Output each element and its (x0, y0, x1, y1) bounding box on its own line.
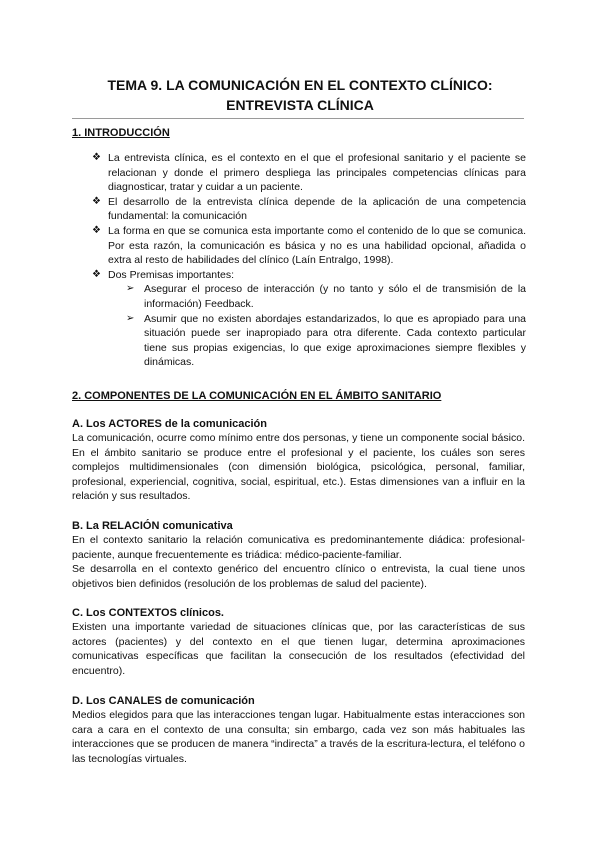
subsection-d-text: Medios elegidos para que las interacciones tengan lugar. Habitualmente estas interacciones son cara a cara en el contexto de una consulta; sin embargo, cada vez son más habituales las interacciones que se producen de manera “indirecta” a través de la escritura-lectura, el teléfono o las tecnologías virtuales. (72, 709, 525, 765)
subsection-c-heading: C. Los CONTEXTOS clínicos. (72, 607, 224, 619)
subsection-b-heading: B. La RELACIÓN comunicativa (72, 520, 233, 532)
diamond-bullet-icon: ❖ (92, 195, 101, 207)
diamond-bullet-icon: ❖ (92, 268, 101, 280)
diamond-bullet-icon: ❖ (92, 224, 101, 236)
title-line-1: TEMA 9. LA COMUNICACIÓN EN EL CONTEXTO CLÍNICO: (107, 77, 493, 93)
intro-bullet: ❖ El desarrollo de la entrevista clínica depende de la aplicación de una competencia fundamental: la comunicación (92, 195, 526, 223)
subsection-c-text: Existen una importante variedad de situaciones clínicas que, por las características de sus actores (pacientes) y del contexto en el que tienen lugar, determina aproximaciones comunicativas específicas que facilitan la consecución de los resultados (efectividad del encuentro). (72, 621, 525, 677)
diamond-bullet-icon: ❖ (92, 152, 101, 163)
subsection-b-text-1: En el contexto sanitario la relación comunicativa es predominantemente diádica: profesional-paciente, aunque frecuentemente es triádica: médico-paciente-familiar. (72, 534, 525, 561)
title-line-2: ENTREVISTA CLÍNICA (226, 97, 374, 113)
premise-item: ➢ Asegurar el proceso de interacción (y no tanto y sólo el de transmisión de la información) Feedback. (126, 283, 526, 310)
arrow-bullet-icon: ➢ (126, 283, 135, 295)
subsection-b-text-2: Se desarrolla en el contexto genérico del encuentro clínico o entrevista, la cual tiene unos objetivos bien definidos (resolución de los problemas de salud del paciente). (72, 563, 525, 590)
section-2-heading: 2. COMPONENTES DE LA COMUNICACIÓN EN EL ÁMBITO SANITARIO (72, 390, 442, 402)
document-title (72, 75, 528, 115)
premises-sublist (108, 282, 526, 370)
title-divider (72, 118, 524, 119)
arrow-bullet-icon: ➢ (126, 312, 135, 324)
section-1-heading: 1. INTRODUCCIÓN (72, 127, 170, 139)
premise-item: ➢ Asumir que no existen abordajes estandarizados, lo que es apropiado para una situación puede ser inapropiado para otra diferente. Cada contexto particular tiene sus propias exigencias, lo que exige aproximaciones siempre flexibles y dinámicas. (126, 312, 526, 369)
subsection-a-text: La comunicación, ocurre como mínimo entre dos personas, y tiene un componente social básico. En el ámbito sanitario se produce entre el profesional y el paciente, los cuáles son seres complejos multidimensionales (con dimensión biológica, psicológica, personal, familiar, profesional, experiencial, cognitiva, social, espiritual, etc.). Estas dimensiones van a influir en la relación y sus resultados. (72, 432, 525, 503)
subsection-a-heading: A. Los ACTORES de la comunicación (72, 418, 267, 430)
intro-bullet: ❖ Dos Premisas importantes: ➢ Asegurar el proceso de interacción (y no tanto y sólo el de transmisión de la información) Feedback. ➢ Asumir que no existen abordajes estandarizados, lo que es apropiado para una situación puede ser inapropiado para otra diferente. Cada contexto particular tiene sus propias exigencias, lo que exige aproximaciones siempre flexibles y dinámicas. (92, 268, 526, 369)
intro-bullet: ❖ La forma en que se comunica esta importante como el contenido de lo que se comunica. Por esta razón, la comunicación es básica y no es una habilidad opcional, añadida o extra al resto de habilidades del clínico (Laín Entralgo, 1998). (92, 224, 526, 267)
intro-bullet-list (92, 151, 526, 370)
subsection-d-heading: D. Los CANALES de comunicación (72, 695, 255, 707)
intro-bullet: ❖ La entrevista clínica, es el contexto en el que el profesional sanitario y el paciente se relacionan y donde el primero despliega las principales competencias clínicas para diagnosticar, tratar y cuidar a un paciente. (92, 152, 526, 194)
